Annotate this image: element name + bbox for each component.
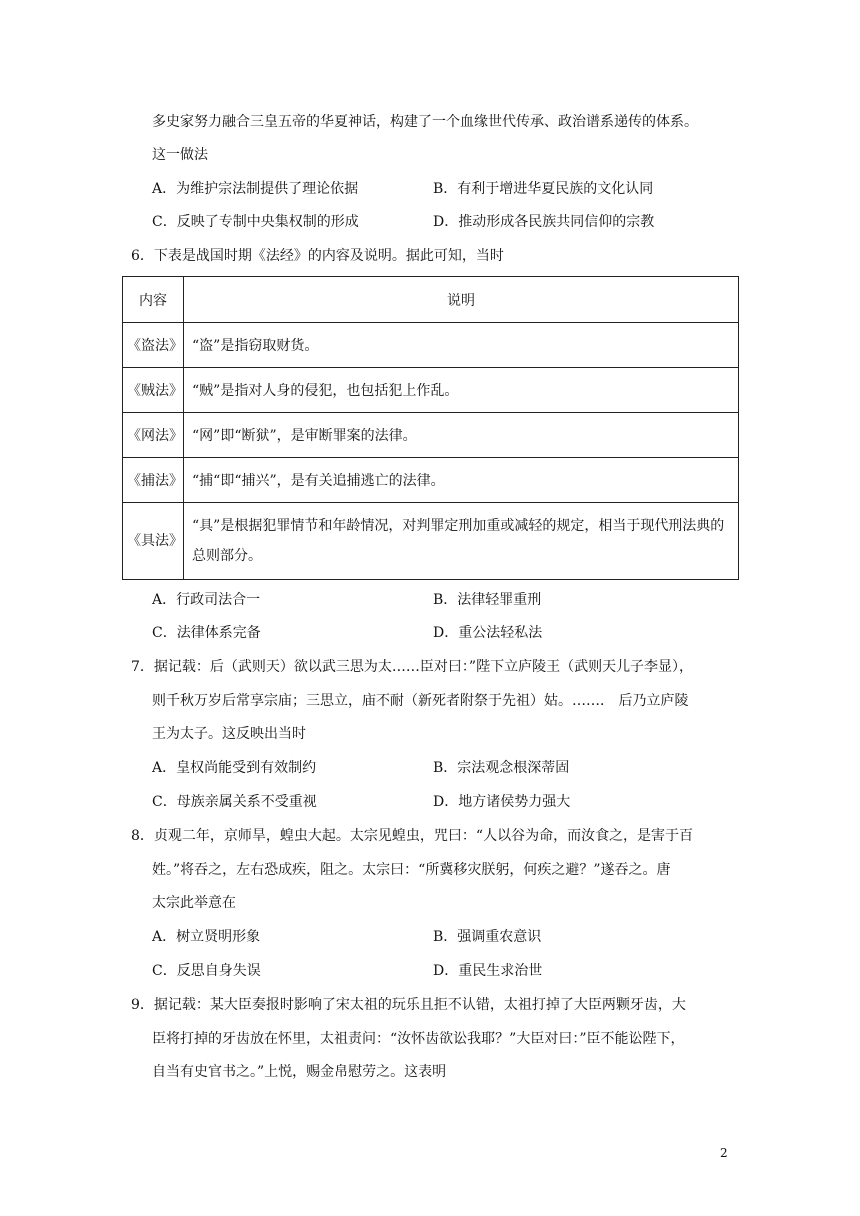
header-content: 内容 [123,277,184,323]
q7-option-d: D．地方诸侯势力强大 [433,794,571,810]
q7-option-c: C．母族亲属关系不受重视 [152,794,317,810]
q8-option-c: C．反思自身失误 [152,963,261,979]
q5-option-c: C．反映了专制中央集权制的形成 [152,214,359,230]
q6-option-a: A．行政司法合一 [152,592,261,608]
table-header-row [123,277,739,323]
q8-stem-line3: 太宗此举意在 [152,895,236,911]
q8-stem-line2: 姓。”将吞之，左右恐成疾，阻之。太宗曰：“所冀移灾朕躬，何疾之避？”遂吞之。唐 [152,862,671,878]
law-table [122,276,739,580]
row-name: 《捕法》 [123,458,184,503]
q8-option-d: D．重民生求治世 [433,963,543,979]
q7-stem-line3: 王为太子。这反映出当时 [152,726,306,742]
row-description: “盗”是指窃取财货。 [184,323,739,368]
q8-option-a: A．树立贤明形象 [152,929,261,945]
header-description: 说明 [184,277,739,323]
row-description: “贼”是指对人身的侵犯，也包括犯上作乱。 [184,368,739,413]
q5-option-a: A．为维护宗法制提供了理论依据 [152,181,359,197]
q5-stem-line1: 多史家努力融合三皇五帝的华夏神话，构建了一个血缘世代传承、政治谱系递传的体系。 [152,114,698,130]
q6-option-c: C．法律体系完备 [152,625,261,641]
q9-stem-line3: 自当有史官书之。”上悦，赐金帛慰劳之。这表明 [152,1064,447,1080]
q8-stem-line1: 8．贞观二年，京师旱，蝗虫大起。太宗见蝗虫，咒曰：“人以谷为命，而汝食之，是害于百 [131,828,694,844]
table-row [123,413,739,458]
row-name: 《盗法》 [123,323,184,368]
q6-option-b: B．法律轻罪重刑 [433,592,542,608]
row-description: “具”是根据犯罪情节和年龄情况，对判罪定刑加重或减轻的规定，相当于现代刑法典的总则部分。 [184,503,739,580]
q5-option-d: D．推动形成各民族共同信仰的宗教 [433,214,655,230]
q9-stem-line1: 9．据记载：某大臣奏报时影响了宋太祖的玩乐且拒不认错，太祖打掉了大臣两颗牙齿，大 [131,997,686,1013]
q7-option-b: B．宗法观念根深蒂固 [433,760,570,776]
q5-option-b: B．有利于增进华夏民族的文化认同 [433,181,654,197]
row-description: “网”即“断狱”，是审断罪案的法律。 [184,413,739,458]
q8-option-b: B．强调重农意识 [433,929,542,945]
table-row [123,503,739,580]
table-row [123,368,739,413]
q5-stem-line2: 这一做法 [152,147,208,163]
q7-option-a: A．皇权尚能受到有效制约 [152,760,317,776]
row-name: 《贼法》 [123,368,184,413]
q7-stem-line1: 7．据记载：后（武则天）欲以武三思为太……臣对曰：”陛下立庐陵王（武则天儿子李显）， [131,659,694,675]
row-description: “捕“即“捕兴”，是有关追捕逃亡的法律。 [184,458,739,503]
q6-stem: 6．下表是战国时期《法经》的内容及说明。据此可知，当时 [131,248,504,264]
table-row [123,458,739,503]
q7-stem-line2: 则千秋万岁后常享宗庙；三思立，庙不耐（新死者附祭于先祖）姑。……． 后乃立庐陵 [152,693,689,709]
row-name: 《具法》 [123,503,184,580]
q9-stem-line2: 臣将打掉的牙齿放在怀里，太祖责问：“汝怀齿欲讼我耶？”大臣对曰：”臣不能讼陛下， [152,1031,685,1047]
q6-option-d: D．重公法轻私法 [433,625,543,641]
table-row [123,323,739,368]
row-name: 《网法》 [123,413,184,458]
page-number: 2 [720,1146,728,1160]
